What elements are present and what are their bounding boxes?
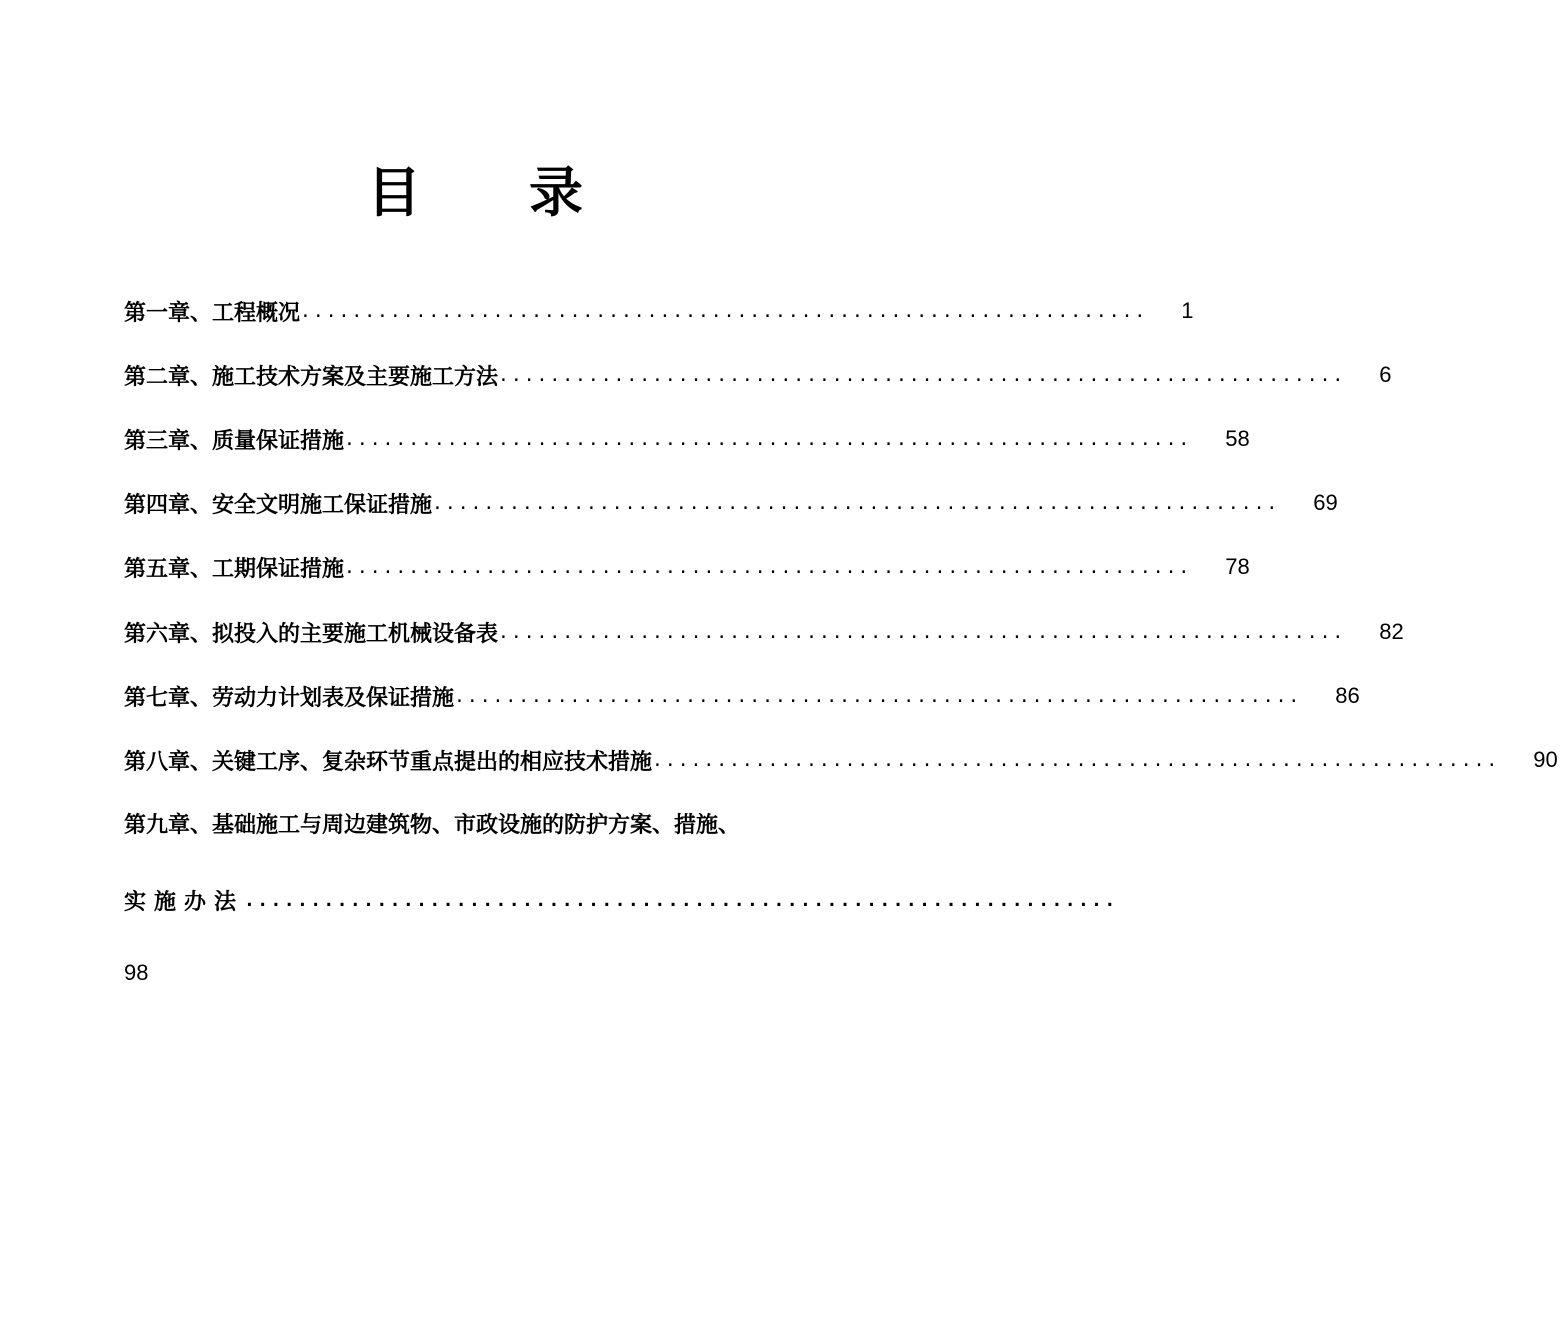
toc-dot-leader: .................................................................. <box>344 428 1192 450</box>
toc-entry-8[interactable] <box>124 740 1558 780</box>
toc-entry-page: 82 <box>1379 619 1404 644</box>
toc-entry-label: 第二章、施工技术方案及主要施工方法 <box>124 363 499 390</box>
toc-entry-page: 58 <box>1225 426 1250 451</box>
toc-entry-label: 第一章、工程概况 <box>124 299 301 326</box>
toc-entry-label: 实施办法 <box>124 888 245 915</box>
toc-entry-9-line-2[interactable] <box>124 880 1118 920</box>
toc-entry-page: 69 <box>1313 490 1338 515</box>
toc-entry-4[interactable] <box>124 483 1338 523</box>
toc-entry-9-page: 98 <box>124 960 149 985</box>
toc-entry-label: 第四章、安全文明施工保证措施 <box>124 491 433 518</box>
toc-entry-label: 第三章、质量保证措施 <box>124 427 345 454</box>
title-char-1: 目 <box>367 160 421 224</box>
toc-entry-page: 86 <box>1335 683 1360 708</box>
toc-entry-6[interactable] <box>124 612 1404 652</box>
toc-entry-label: 第七章、劳动力计划表及保证措施 <box>124 684 455 711</box>
toc-entry-1[interactable] <box>124 291 1194 331</box>
toc-entry-page: 6 <box>1379 362 1392 387</box>
toc-dot-leader: .................................................................. <box>432 492 1280 514</box>
toc-dot-leader: .................................................................. <box>652 749 1500 771</box>
toc-entry-7[interactable] <box>124 676 1360 716</box>
toc-dot-leader: .................................................................. <box>344 556 1192 578</box>
toc-dot-leader: .................................................................. <box>498 364 1346 386</box>
toc-dot-leader: .................................................................. <box>300 300 1148 322</box>
toc-entry-9-line-1[interactable]: 第九章、基础施工与周边建筑物、市政设施的防护方案、措施、 <box>124 812 741 838</box>
title-char-2: 录 <box>529 160 583 224</box>
toc-entry-label: 第六章、拟投入的主要施工机械设备表 <box>124 620 499 647</box>
toc-dot-leader: .................................................................. <box>454 685 1302 707</box>
toc-entry-page: 1 <box>1181 298 1194 323</box>
page-title <box>0 150 950 227</box>
toc-entry-page: 90 <box>1533 747 1558 772</box>
toc-entry-label: 第五章、工期保证措施 <box>124 555 345 582</box>
toc-dot-leader: .................................................................. <box>498 621 1346 643</box>
toc-entry-3[interactable] <box>124 419 1250 459</box>
toc-entry-label: 第八章、关键工序、复杂环节重点提出的相应技术措施 <box>124 748 653 775</box>
toc-entry-2[interactable] <box>124 355 1392 395</box>
toc-entry-5[interactable] <box>124 547 1250 587</box>
toc-dot-leader: .................................................................. <box>244 889 1118 911</box>
toc-entry-page: 78 <box>1225 554 1250 579</box>
